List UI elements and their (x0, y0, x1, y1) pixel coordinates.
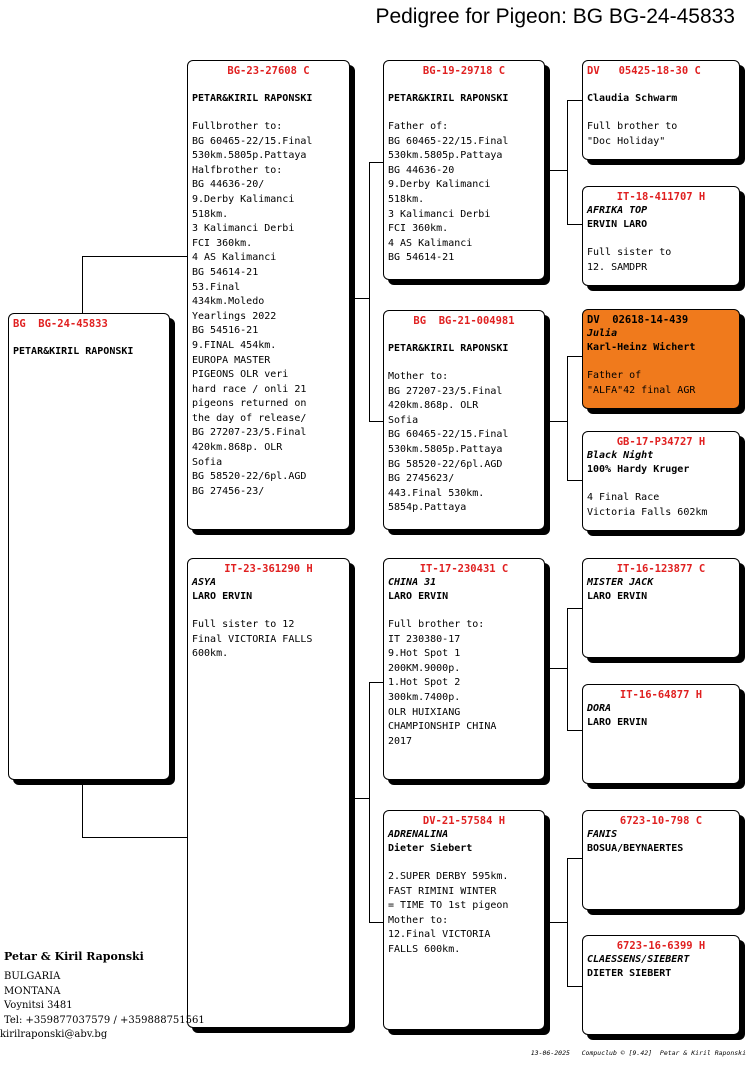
ring-number: GB-17-P34727 H (616, 436, 706, 448)
ring-number: IT-16-64877 H (619, 689, 703, 701)
connector-line (369, 922, 383, 923)
owner-name: PETAR&KIRIL RAPONSKI (388, 343, 509, 354)
breeder-contact (0, 950, 205, 1043)
owner-name: Karl-Heinz Wichert (587, 342, 696, 353)
connector-line (567, 608, 583, 609)
pigeon-card-dds[interactable] (582, 810, 740, 910)
connector-line (82, 780, 83, 837)
owner-name: ERVIN LARO (587, 219, 648, 230)
pigeon-card-sds[interactable] (582, 309, 740, 409)
breeder-email: kirilraponski@abv.bg (0, 1029, 108, 1040)
pigeon-card-sdd[interactable] (582, 431, 740, 531)
ring-number: IT-18-411707 H (616, 191, 706, 203)
pigeon-name: DORA (587, 703, 612, 714)
pigeon-name: Julia (587, 328, 618, 339)
pigeon-card-sss[interactable] (582, 60, 740, 160)
connector-line (350, 798, 370, 799)
ring-number: DV 05425-18-30 C (587, 65, 701, 77)
page-title: Pedigree for Pigeon: BG BG-24-45833 (375, 5, 735, 28)
connector-line (545, 170, 568, 171)
connector-line (545, 922, 568, 923)
owner-name: PETAR&KIRIL RAPONSKI (388, 93, 509, 104)
ring-number: 6723-16-6399 H (616, 940, 706, 952)
pigeon-card-dam-sire[interactable] (383, 558, 545, 780)
pigeon-name: CLAESSENS/SIEBERT (587, 954, 690, 965)
pigeon-name: ASYA (192, 577, 217, 588)
pigeon-card-dsd[interactable] (582, 684, 740, 784)
owner-name: LARO ERVIN (192, 591, 253, 602)
pigeon-name: FANIS (587, 829, 618, 840)
connector-line (369, 682, 383, 683)
connector-line (545, 421, 568, 422)
pigeon-card-subject[interactable] (8, 313, 170, 780)
breeder-country: BULGARIA (4, 971, 61, 982)
pigeon-notes: Father of: BG 60465-22/15.Final 530km.5805p.Pattaya BG 44636-20 9.Derby Kalimanci 518km. 3 Kalimanci Derbi FCI 360km. 4 AS Kalimanci BG 54614-21 (388, 121, 509, 264)
connector-line (350, 298, 370, 299)
pigeon-name: ADRENALINA (388, 829, 449, 840)
breeder-region: MONTANA (4, 985, 61, 997)
ring-number: IT-17-230431 C (419, 563, 509, 575)
pigeon-notes: Father of "ALFA"42 final AGR (587, 370, 696, 396)
connector-line (567, 986, 583, 987)
pigeon-card-ssd[interactable] (582, 186, 740, 286)
pigeon-card-sire-dam[interactable] (383, 310, 545, 530)
connector-line (567, 480, 583, 481)
ring-number: BG BG-21-004981 (413, 315, 515, 327)
owner-name: Dieter Siebert (388, 843, 473, 854)
owner-name: LARO ERVIN (587, 717, 648, 728)
connector-line (82, 256, 187, 257)
pigeon-notes: Mother to: BG 27207-23/5.Final 420km.868p. OLR Sofia BG 60465-22/15.Final 530km.5805p.Pattaya BG 58520-22/6pl.AGD BG 2745623/ 443.Final 530km. 5854p.Pattaya (388, 371, 509, 514)
breeder-phone: Tel: +359877037579 / +359888751561 (4, 1014, 205, 1026)
ring-number: DV 02618-14-439 (587, 314, 689, 326)
connector-line (567, 100, 583, 101)
breeder-name: Petar & Kiril Raponski (4, 950, 144, 963)
owner-name: LARO ERVIN (587, 591, 648, 602)
breeder-town: Voynitsi 3481 (4, 1000, 73, 1011)
connector-line (567, 100, 568, 224)
connector-line (567, 608, 568, 730)
ring-number: BG-23-27608 C (227, 65, 310, 77)
pigeon-notes: 2.SUPER DERBY 595km. FAST RIMINI WINTER = TIME TO 1st pigeon Mother to: 12.Final VICTORIA FALLS 600km. (388, 871, 509, 955)
pigeon-card-dam-dam[interactable] (383, 810, 545, 1030)
pigeon-notes: Full sister to 12 Final VICTORIA FALLS 600km. (192, 619, 313, 660)
owner-name: Claudia Schwarm (587, 93, 678, 104)
pigeon-notes: 4 Final Race Victoria Falls 602km (587, 492, 708, 518)
pigeon-name: AFRIKA TOP (587, 205, 648, 216)
pigeon-name: MISTER JACK (587, 577, 654, 588)
connector-line (567, 356, 583, 357)
ring-number: BG BG-24-45833 (13, 318, 108, 330)
owner-name: DIETER SIEBERT (587, 968, 672, 979)
connector-line (82, 837, 187, 838)
connector-line (545, 668, 568, 669)
owner-name: LARO ERVIN (388, 591, 449, 602)
pigeon-card-dam[interactable] (187, 558, 350, 1028)
software-credit: 13-06-2025 Compuclub © [9.42] Petar & Kiril Raponski (530, 1049, 746, 1057)
owner-name: PETAR&KIRIL RAPONSKI (13, 346, 134, 357)
ring-number: BG-19-29718 C (422, 65, 506, 77)
connector-line (369, 682, 370, 922)
connector-line (567, 730, 583, 731)
connector-line (567, 858, 583, 859)
pigeon-notes: Full brother to: IT 230380-17 9.Hot Spot 1 200KM.9000p. 1.Hot Spot 2 300km.7400p. OLR HUIXIANG CHAMPIONSHIP CHINA 2017 (388, 619, 497, 747)
ring-number: IT-16-123877 C (616, 563, 706, 575)
pigeon-notes: Full brother to "Doc Holiday" (587, 121, 678, 147)
connector-line (82, 256, 83, 313)
connector-line (369, 421, 383, 422)
owner-name: BOSUA/BEYNAERTES (587, 843, 684, 854)
connector-line (567, 224, 583, 225)
pigeon-notes: Full sister to 12. SAMDPR (587, 247, 672, 273)
pigeon-notes: Fullbrother to: BG 60465-22/15.Final 530km.5805p.Pattaya Halfbrother to: BG 44636-20/ 9.Derby Kalimanci 518km. 3 Kalimanci Derbi FCI 360km. 4 AS Kalimanci BG 54614-21 53.Final 434km.Moledo Yearlings 2022 BG 54516-21 9.FINAL 454km. EUROPA MASTER PIGEONS OLR veri hard race / onli 21 pigeons returned on the day of release/ BG 27207-23/5.Final 420km.868p. OLR Sofia BG 58520-22/6pl.AGD BG 27456-23/ (192, 121, 313, 497)
pigeon-name: Black Night (587, 450, 654, 461)
pigeon-card-dss[interactable] (582, 558, 740, 658)
ring-number: DV-21-57584 H (422, 815, 506, 827)
ring-number: IT-23-361290 H (224, 563, 313, 575)
pigeon-card-sire[interactable] (187, 60, 350, 530)
owner-name: 100% Hardy Kruger (587, 464, 690, 475)
pigeon-card-sire-sire[interactable] (383, 60, 545, 280)
connector-line (567, 356, 568, 480)
ring-number: 6723-10-798 C (619, 815, 703, 827)
connector-line (369, 162, 383, 163)
connector-line (369, 162, 370, 421)
pigeon-name: CHINA 31 (388, 577, 437, 588)
owner-name: PETAR&KIRIL RAPONSKI (192, 93, 313, 104)
pigeon-card-ddd[interactable] (582, 935, 740, 1035)
